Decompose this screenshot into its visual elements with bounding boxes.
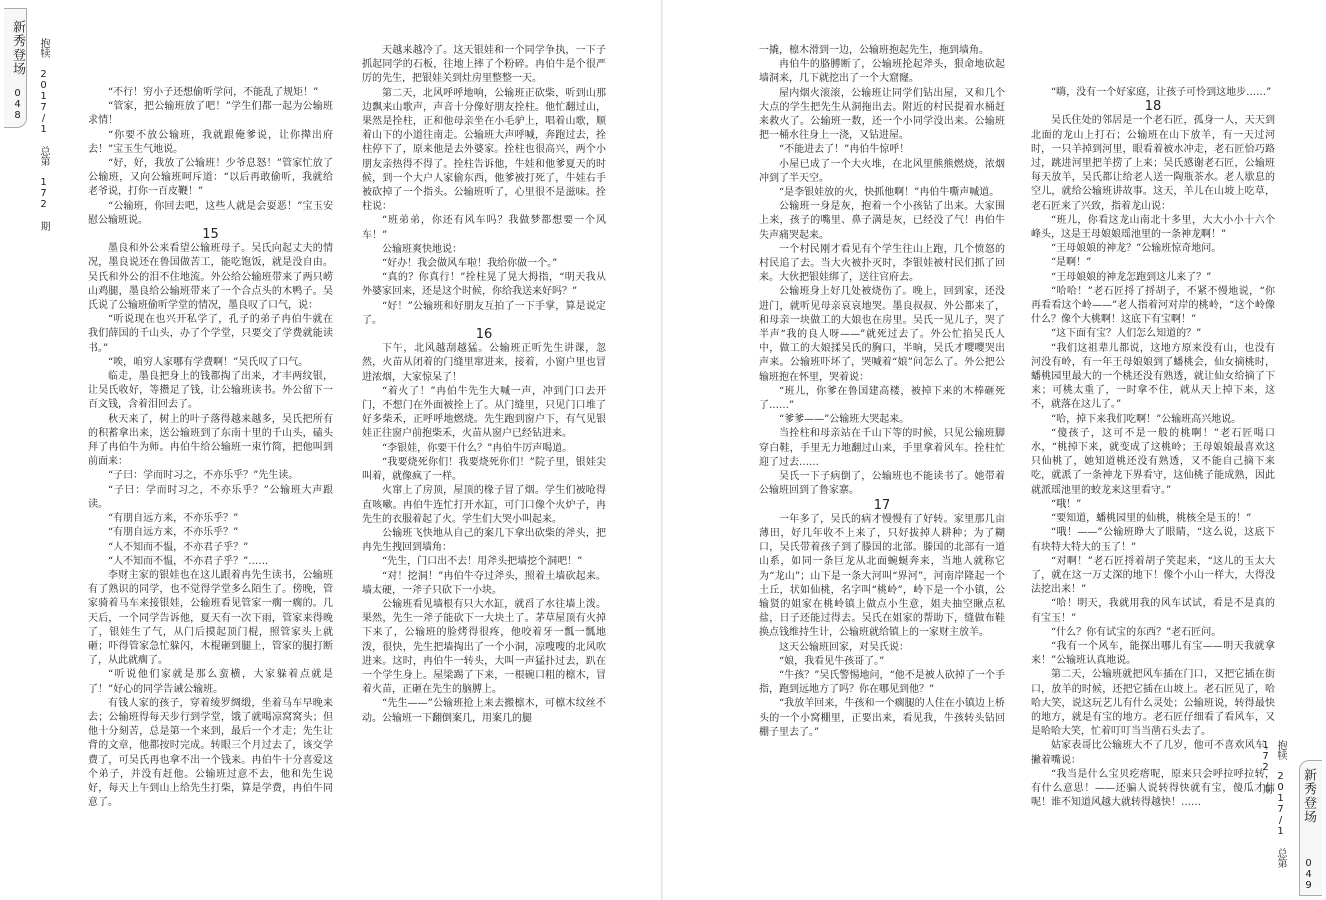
paragraph: “这下面有宝？人们怎么知道的？”	[1051, 328, 1202, 340]
paragraph: “什么？你有试宝的东西？”老石匠问。	[1051, 626, 1222, 638]
paragraph: “是啊！”	[1051, 257, 1092, 269]
paragraph: “对啊！”老石匠捋着胡子笑起来，“这儿的玉太大了，就在这一万丈深的地下！像个小山一样大，大得没法挖出来！”	[1031, 555, 1275, 596]
paragraph: 一个村民刚才看见有个学生往山上跑，几个愤怒的村民追了去。当大火被扑灭时，李银娃被村民们抓了回来。大伙把银娃绑了，送往官府去。	[759, 243, 1005, 284]
paragraph: “嗨，没有一个好家庭，让孩子可怜到这地步……”	[1051, 87, 1272, 98]
paragraph: “人不知而不愠，不亦君子乎？”……	[108, 555, 269, 567]
paragraph: “人不知而不愠，不亦君子乎？”	[108, 541, 249, 553]
paragraph: “着火了！”冉伯牛先生大喊一声，冲到门口去开门，不想门在外面被拴上了。从门缝里，只见门口堆了好多柴禾，正呼呼地燃烧。先生跑到窗户下，有气见银娃正往窗户前抱柴禾，火苗从窗户已经钻进来。	[362, 385, 606, 440]
paragraph: “是李银娃放的火，快抓他啊！”冉伯牛嘶声喊道。	[779, 187, 1000, 199]
right-column-1	[759, 44, 1005, 740]
paragraph: 一撬，檩木滑到一边，公输班抱起先生，拖到墙角。	[759, 45, 989, 56]
paragraph: “王母娘娘的神龙怎跑到这儿来了？”	[1051, 271, 1212, 283]
left-column-2	[362, 44, 606, 726]
paragraph: “管家，把公输班放了吧！”学生们都一起为公输班求情！	[88, 101, 333, 127]
paragraph: 第二天，公输班就把风车插在门口，又把它插在街口，放羊的时候，还把它插在山坡上。老石匠见了，哈哈大笑，说这玩艺儿有什么灵处；公输班说，转得最快的地方，就是有宝的地方。老石匠仔细看了看风车，又是哈哈大笑，忙着叮叮当当凿石头去了。	[1031, 669, 1275, 738]
paragraph: “唉，咱穷人家哪有学费啊！”吴氏叹了口气。	[108, 356, 309, 368]
paragraph: “班儿，你看这龙山南北十多里，大大小小十六个峰头，这是王母娘娘瑶池里的一条神龙啊！”	[1031, 214, 1275, 241]
paragraph: “先生，门口出不去！用斧头把墙挖个洞吧！”	[382, 556, 583, 568]
paragraph: “王母娘娘的神龙？”公输班惊奇地问。	[1051, 243, 1222, 255]
paragraph: 吴氏住处的邻居是一个老石匠，孤身一人，天天到北面的龙山上打石；公输班在山下放羊，有一天过河时，一只羊掉到河里，眼看着被水冲走，老石匠恰巧路过，跳进河里把羊捞了上来；吴氏感谢老石匠，公输班每天放羊，吴氏都让给老人送一陶瓶茶水。老人歇息的空儿，就给公输班讲故事。这天，羊儿在山坡上吃草，老石匠来了兴致，指着龙山说：	[1031, 115, 1275, 212]
paragraph: “哈！明天，我就用我的风车试试，看是不是真的有宝玉！”	[1031, 598, 1275, 624]
paragraph: 公输班飞快地从自己的案几下拿出砍柴的斧头，把冉先生拽回到墙角：	[362, 527, 606, 554]
paragraph: 有钱人家的孩子，穿着绫罗绸缎，坐着马车早晚来去；公输班得每天步行到学堂，饿了就喝凉窝窝头；但他十分刻苦，总是第一个来到，最后一个才走；先生让背的文章，他都按时完成。转眼三个月过去了，该交学费了，可吴氏再也拿不出一个钱来。冉伯牛十分喜爱这个弟子，并没有赶他。公输班过意不去，他和先生说好，每天上午到山上给先生打柴，算是学费，冉伯牛同意了。	[88, 697, 333, 809]
paragraph: “哦！——”公输班睁大了眼睛，“这么说，这底下有块特大特大的玉了！”	[1031, 527, 1275, 553]
paragraph: 李财主家的银娃也在这儿跟着冉先生读书，公输班有了熟识的同学，也不觉得学堂多么陌生了。傍晚，管家骑着马车来接银娃，公输班看见管家一瘸一瘸的。几天后，一个同学告诉他，夏天有一次下雨，管家来得晚了，银娃生了气，从门后摸起顶门棍，照管家头上就砸；吓得管家急忙躲闪，木棍砸到腿上，管家的腿打断了，从此就瘸了。	[88, 569, 333, 667]
paragraph: “傻孩子，这可不是一般的桃啊！”老石匠喝口水，“桃掉下来，就变成了这桃岭；王母娘娘最喜欢这只仙桃了，她知道桃还没有熟透，又不能自己摘下来吃，就派了一条神龙下界看守，这仙桃子能成熟，因此就派瑶池里的蛟龙来这里看守。”	[1031, 427, 1275, 496]
paragraph: “爹爹——”公输班大哭起来。	[779, 414, 910, 426]
paragraph: 屋内烟火滚滚，公输班让同学们钻出屋，又和几个大点的学生把先生从洞拖出去。附近的村民提着水桶赶来救火了。公输班一数，还一个小同学没出来。公输班把一桶水往身上一浇，又钻进屋。	[759, 87, 1005, 142]
paragraph: 冉伯牛的胳膊断了，公输班抡起斧头，狠命地砍起墙洞来，几下就挖出了一个大窟窿。	[759, 59, 1005, 85]
left-issue: 抱犊 2017/1 总第 172 期	[38, 38, 49, 231]
paragraph: “不能进去了！”冉伯牛惊呼！	[779, 144, 910, 156]
paragraph: “子曰：学而时习之，不亦乐乎？”公输班大声跟读。	[88, 484, 333, 510]
paragraph: 墨良和外公来看望公输班母子。吴氏向起丈夫的情况，墨良说还在鲁国做苦工，能吃饱饭，就是没自由。吴氏和外公的泪不住地流。外公给公输班带来了两只崂山鸡腿，墨良给公输班带来了一个合点头的木鸭子。吴氏说了公输班偷听学堂的情况，墨良叹了口气，说：	[88, 243, 333, 312]
paragraph: 秋天来了，树上的叶子落得越来越多，吴氏把所有的积蓄拿出来，送公输班到了东南十里的千山头，磕头拜了冉伯牛为师。冉伯牛给公输班一束竹简，把他叫到前面来：	[88, 413, 333, 468]
paragraph: “我当是什么宝贝疙瘩呢，原来只会呼拉呼拉转，有什么意思！——还骗人说转得快就有宝，傻瓜才信呢！谁不知道风越大就转得越快！……	[1031, 768, 1275, 809]
paragraph: “好办！我会做风车啦！我给你做一个。”	[382, 258, 558, 270]
paragraph: 下午，北风越刮越猛。公输班正听先生讲课，忽然，火苗从闭着的门缝里窜进来，接着，小窗户里也冒进浓烟，大家惊呆了！	[362, 343, 606, 383]
paragraph: “对！挖洞！”冉伯牛夺过斧头，照着土墙砍起来。墙太硬，一斧子只砍下一小块。	[362, 570, 606, 596]
paragraph: “我们这祖辈儿都说，这地方原来没有山，也没有河没有岭，有一年王母娘娘到了蟠桃会，仙女摘桃时，蟠桃园里最大的一个桃还没有熟透，就让仙女给摘了下来；可桃太重了，一时拿不住，就从天上掉下来，这不，就落在这儿了。”	[1031, 342, 1275, 411]
right-issue: 抱犊 2017/1 总第 172 期	[1260, 740, 1286, 868]
paragraph: 吴氏一下子病倒了，公输班也不能读书了。她带着公输班回到了鲁家寨。	[759, 471, 1005, 497]
paragraph: “听说他们家就是那么蛮横，大家躲着点就是了！”好心的同学告诫公输班。	[88, 669, 333, 695]
paragraph: 公输班身上好几处被烧伤了。晚上，回到家，还没进门，就听见母亲哀哀地哭。墨良叔叔、外公都来了，和母亲一块做工的大娘也在房里。吴氏一见儿子，哭了半声“我的良人呀——”就死过去了。外公忙掐吴氏人中，做工的大娘揉吴氏的胸口，半晌，吴氏才嘤嘤哭出声来。公输班吓坏了，哭喊着“娘”问怎么了。外公把公输班抱在怀里，哭着说：	[759, 286, 1005, 383]
paragraph: “我有一个风车，能探出哪儿有宝——明天我就拿来！”公输班认真地说。	[1031, 640, 1275, 667]
left-brand: 新秀登场	[10, 20, 25, 76]
paragraph: “我要烧死你们！我要烧死你们！”院子里，银娃尖叫着，就像疯了一样。	[362, 456, 606, 483]
paragraph: “你要不放公输班，我就跟俺爹说，让你撵出府去！”宝玉生气地说。	[88, 129, 333, 155]
paragraph: 公输班一身是灰，抱着一个小孩钻了出来。大家围上来，孩子的嘴里、鼻子满是灰，已经没了气！冉伯牛失声痛哭起来。	[759, 201, 1005, 241]
paragraph: 临走，墨良把身上的钱都掏了出来，才丰两纹银，让吴氏收好，等攒足了钱，让公输班读书。外公留下一百文钱，含着泪回去了。	[88, 371, 333, 411]
paragraph: 火窜上了房顶，屋顶的椽子冒了烟。学生们被呛得直咳嗽。冉伯牛连忙打开水缸，可门口像个火炉子，冉先生的衣服着起了火。学生们大哭小叫起来。	[362, 485, 606, 525]
paragraph: 公输班爽快地说：	[382, 243, 462, 255]
paragraph: “班儿，你爹在鲁国建高楼，被掉下来的木棒砸死了……”	[759, 385, 1005, 412]
paragraph: “有朋自远方来，不亦乐乎？”	[108, 527, 239, 539]
section-number: 16	[475, 327, 493, 343]
paragraph: 公输班看见墙根有只大水缸，就舀了水往墙上泼。果然，先生一斧子能砍下一大块土了。茅草屋顶有火掉下来了，公输班的脸烤得很疼，他咬着牙一瓢一瓢地泼，很快，先生把墙掏出了一个小洞，凉嗖嗖的北风吹进来。这时，冉伯牛一转头，大叫一声猛扑过去，趴在一个学生身上。屋梁踢了下来，一根碗口粗的檩木，冒着火苗，正砸在先生的脑膊上。	[362, 598, 606, 696]
right-brand: 新秀登场	[1301, 768, 1316, 824]
paragraph: 天越来越冷了。这天银娃和一个同学争执，一下子抓起同学的石板，往地上摔了个粉碎。冉伯牛是个很严厉的先生，把银娃关到灶房里整整一天。	[362, 45, 606, 85]
left-column-1	[88, 86, 333, 810]
section-number: 17	[873, 497, 891, 513]
paragraph: 这天公输班回家，对吴氏说：	[779, 641, 909, 653]
section-number: 15	[202, 227, 219, 243]
paragraph: “先生——”公输班抢上来去搬檩木，可檩木纹丝不动。公输班一下翻倒案几，用案几的腿	[362, 698, 606, 724]
paragraph: “听说现在也兴开私学了，孔子的弟子冉伯牛就在我们薛国的千山头，办了个学堂，只要交了学费就能读书。”	[88, 314, 333, 354]
paragraph: “哈哈！”老石匠捋了捋胡子，不紧不慢地说，“你再看看这个岭——”老人指着河对岸的桃岭，“这个岭像什么？像个大桃啊！这底下有宝啊！”	[1031, 285, 1275, 326]
paragraph: “好，好，我放了公输班！少爷息怒！”管家忙放了公输班，又向公输班呵斥道：“以后再敢偷听，我就给老爷说，打你一百皮鞭！”	[88, 158, 333, 198]
paragraph: 当拴柱和母亲站在千山下等的时候，只见公输班脚穿白鞋，手里无力地翻过山来，手里拿着风车。拴柱忙迎了过去……	[759, 428, 1005, 468]
paragraph: “有朋自远方来，不亦乐乎？”	[108, 513, 239, 525]
paragraph: “公输班，你回去吧，这些人就是会耍恶！”宝玉安慰公输班说。	[88, 200, 333, 226]
paragraph: “子曰：学而时习之，不亦乐乎？”先生读。	[108, 470, 299, 482]
paragraph: 第二天，北风呼呼地响，公输班正砍柴，听到山那边飘来山歌声，声音十分像好朋友拴柱。他忙翻过山，果然是拴柱，正和他母亲坐在小毛驴上，唱着山歌，顺着山下的小道往南走。公输班大声呼喊，奔跑过去，拴柱停下了，原来他是去外婆家。拴柱也很高兴，两个小朋友亲热得不得了。拴柱告诉他，牛娃和他爹夏天的时候，到一个大户人家偷东西，他爹被打死了，牛娃右手被砍掉了一个指头。公输班听了，心里很不是滋味。拴柱说：	[362, 87, 606, 213]
paragraph: “不行！穷小子还想偷听学问，不能乱了规矩！”	[108, 87, 319, 98]
paragraph: 姑家表哥比公输班大不了几岁，他可不喜欢风车，撇着嘴说：	[1031, 740, 1275, 766]
paragraph: “娘，我看见牛孩哥了。”	[779, 655, 885, 667]
paragraph: “哈，掉下来我们吃啊！”公输班高兴地说。	[1051, 413, 1242, 425]
right-column-2	[1031, 86, 1275, 810]
paragraph: “班弟弟，你还有风车吗？我做梦都想要一个风车！”	[362, 215, 606, 241]
paragraph: “我放羊回来，牛孩和一个瘸腿的人住在小镇边上桥头的一个小窝棚里，正要出来，看见我，牛孩转头钻回棚子里去了。”	[759, 698, 1005, 738]
paragraph: “真的？你真行！”拴柱晃了晃大拇指，“明天我从外婆家回来，还是这个时候，你给我送来好吗？”	[362, 272, 606, 298]
section-number: 18	[1144, 99, 1162, 115]
paragraph: “牛孩？”吴氏警惕地问，“他不是被人砍掉了一个手指，跑到远地方了吗？你在哪见到他？”	[759, 669, 1005, 696]
paragraph: “好！”公输班和好朋友互拍了一下手掌，算是说定了。	[362, 300, 606, 326]
paragraph: “哦！”	[1051, 498, 1082, 510]
paragraph: 小屋已成了一个大火堆，在北风里熊熊燃烧，浓烟冲到了半天空。	[759, 158, 1005, 184]
paragraph: “要知道，蟠桃园里的仙桃，桃核全是玉的！”	[1051, 513, 1252, 525]
right-page-number: 049	[1303, 858, 1314, 891]
paragraph: 一年多了，吴氏的病才慢慢有了好转。家里那几亩薄田，好几年收不上来了，只好拔掉人耕种；为了糊口，吴氏带着孩子到了滕国的北部。滕国的北部有一道山系，如同一条巨龙从北面蜿蜒奔来，当地人就称它为“龙山”；山下是一条大河叫“界河”，河南岸隆起一个土丘，状如仙桃，名字叫“桃岭”，岭下是一个小镇，公输贤的姐家在桃岭镇上做点小生意，姐夫抽空瞅点私盐，日子还能过得去。吴氏在姐家的帮助下，缝做布鞋换点钱维持生计，公输班就给镇上的一家财主放羊。	[759, 513, 1005, 639]
left-page-number: 048	[12, 88, 23, 121]
right-page	[663, 0, 1326, 900]
paragraph: “李银娃，你要干什么？”冉伯牛厉声喝道。	[382, 442, 573, 454]
